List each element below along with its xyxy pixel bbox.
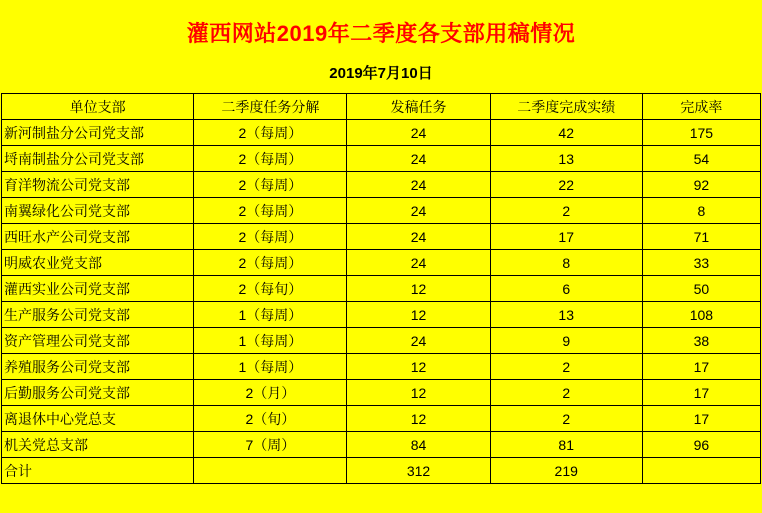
table-header-row — [2, 94, 761, 120]
cell-send: 24 — [347, 172, 490, 198]
cell-rate: 96 — [642, 432, 760, 458]
cell-unit: 养殖服务公司党支部 — [2, 354, 194, 380]
cell-total-label: 合计 — [2, 458, 194, 484]
column-header-done: 二季度完成实绩 — [490, 94, 642, 120]
table-row — [2, 198, 761, 224]
cell-send: 12 — [347, 302, 490, 328]
cell-task: 2（每周） — [194, 198, 347, 224]
cell-rate: 17 — [642, 406, 760, 432]
cell-send: 24 — [347, 198, 490, 224]
cell-unit: 灌西实业公司党支部 — [2, 276, 194, 302]
cell-unit: 资产管理公司党支部 — [2, 328, 194, 354]
cell-done: 17 — [490, 224, 642, 250]
table-row — [2, 250, 761, 276]
cell-send: 24 — [347, 146, 490, 172]
cell-done: 2 — [490, 354, 642, 380]
cell-done: 2 — [490, 198, 642, 224]
cell-rate: 54 — [642, 146, 760, 172]
cell-done: 2 — [490, 380, 642, 406]
cell-rate: 175 — [642, 120, 760, 146]
cell-task: 2（每周） — [194, 224, 347, 250]
cell-rate: 71 — [642, 224, 760, 250]
cell-done: 81 — [490, 432, 642, 458]
table-row — [2, 146, 761, 172]
cell-rate: 17 — [642, 354, 760, 380]
cell-done: 9 — [490, 328, 642, 354]
column-header-unit: 单位支部 — [2, 94, 194, 120]
table-total-row — [2, 458, 761, 484]
cell-unit: 南翼绿化公司党支部 — [2, 198, 194, 224]
table-row — [2, 380, 761, 406]
cell-total-done: 219 — [490, 458, 642, 484]
cell-unit: 埒南制盐分公司党支部 — [2, 146, 194, 172]
cell-done: 2 — [490, 406, 642, 432]
cell-task: 2（每周） — [194, 146, 347, 172]
table-row — [2, 406, 761, 432]
cell-unit: 生产服务公司党支部 — [2, 302, 194, 328]
cell-rate: 50 — [642, 276, 760, 302]
cell-send: 24 — [347, 120, 490, 146]
cell-task: 1（每周） — [194, 302, 347, 328]
cell-task: 2（旬） — [194, 406, 347, 432]
cell-rate: 92 — [642, 172, 760, 198]
cell-send: 24 — [347, 250, 490, 276]
column-header-task: 二季度任务分解 — [194, 94, 347, 120]
cell-unit: 西旺水产公司党支部 — [2, 224, 194, 250]
cell-task: 2（每旬） — [194, 276, 347, 302]
cell-task: 7（周） — [194, 432, 347, 458]
table-row — [2, 328, 761, 354]
cell-unit: 离退休中心党总支 — [2, 406, 194, 432]
cell-total-task — [194, 458, 347, 484]
cell-rate: 38 — [642, 328, 760, 354]
cell-done: 22 — [490, 172, 642, 198]
cell-done: 6 — [490, 276, 642, 302]
table-row — [2, 276, 761, 302]
table-body — [2, 120, 761, 484]
cell-task: 1（每周） — [194, 354, 347, 380]
page-subtitle: 2019年7月10日 — [329, 65, 433, 82]
column-header-send: 发稿任务 — [347, 94, 490, 120]
table-row — [2, 172, 761, 198]
cell-rate: 8 — [642, 198, 760, 224]
cell-unit: 育洋物流公司党支部 — [2, 172, 194, 198]
cell-send: 12 — [347, 354, 490, 380]
cell-task: 1（每周） — [194, 328, 347, 354]
cell-rate: 33 — [642, 250, 760, 276]
page-title: 灌西网站2019年二季度各支部用稿情况 — [186, 21, 576, 46]
cell-rate: 17 — [642, 380, 760, 406]
cell-task: 2（每周） — [194, 250, 347, 276]
statistics-table — [1, 93, 761, 484]
cell-send: 12 — [347, 406, 490, 432]
cell-send: 24 — [347, 328, 490, 354]
cell-done: 42 — [490, 120, 642, 146]
cell-done: 8 — [490, 250, 642, 276]
table-row — [2, 432, 761, 458]
cell-done: 13 — [490, 146, 642, 172]
cell-task: 2（每周） — [194, 172, 347, 198]
cell-unit: 机关党总支部 — [2, 432, 194, 458]
table-row — [2, 224, 761, 250]
cell-unit: 明威农业党支部 — [2, 250, 194, 276]
cell-unit: 后勤服务公司党支部 — [2, 380, 194, 406]
cell-task: 2（每周） — [194, 120, 347, 146]
cell-done: 13 — [490, 302, 642, 328]
cell-task: 2（月） — [194, 380, 347, 406]
cell-total-rate — [642, 458, 760, 484]
cell-send: 24 — [347, 224, 490, 250]
table-row — [2, 354, 761, 380]
cell-send: 12 — [347, 276, 490, 302]
table-row — [2, 120, 761, 146]
column-header-rate: 完成率 — [642, 94, 760, 120]
cell-send: 12 — [347, 380, 490, 406]
cell-unit: 新河制盐分公司党支部 — [2, 120, 194, 146]
table-header — [2, 94, 761, 120]
cell-send: 84 — [347, 432, 490, 458]
table-row — [2, 302, 761, 328]
cell-rate: 108 — [642, 302, 760, 328]
cell-total-send: 312 — [347, 458, 490, 484]
